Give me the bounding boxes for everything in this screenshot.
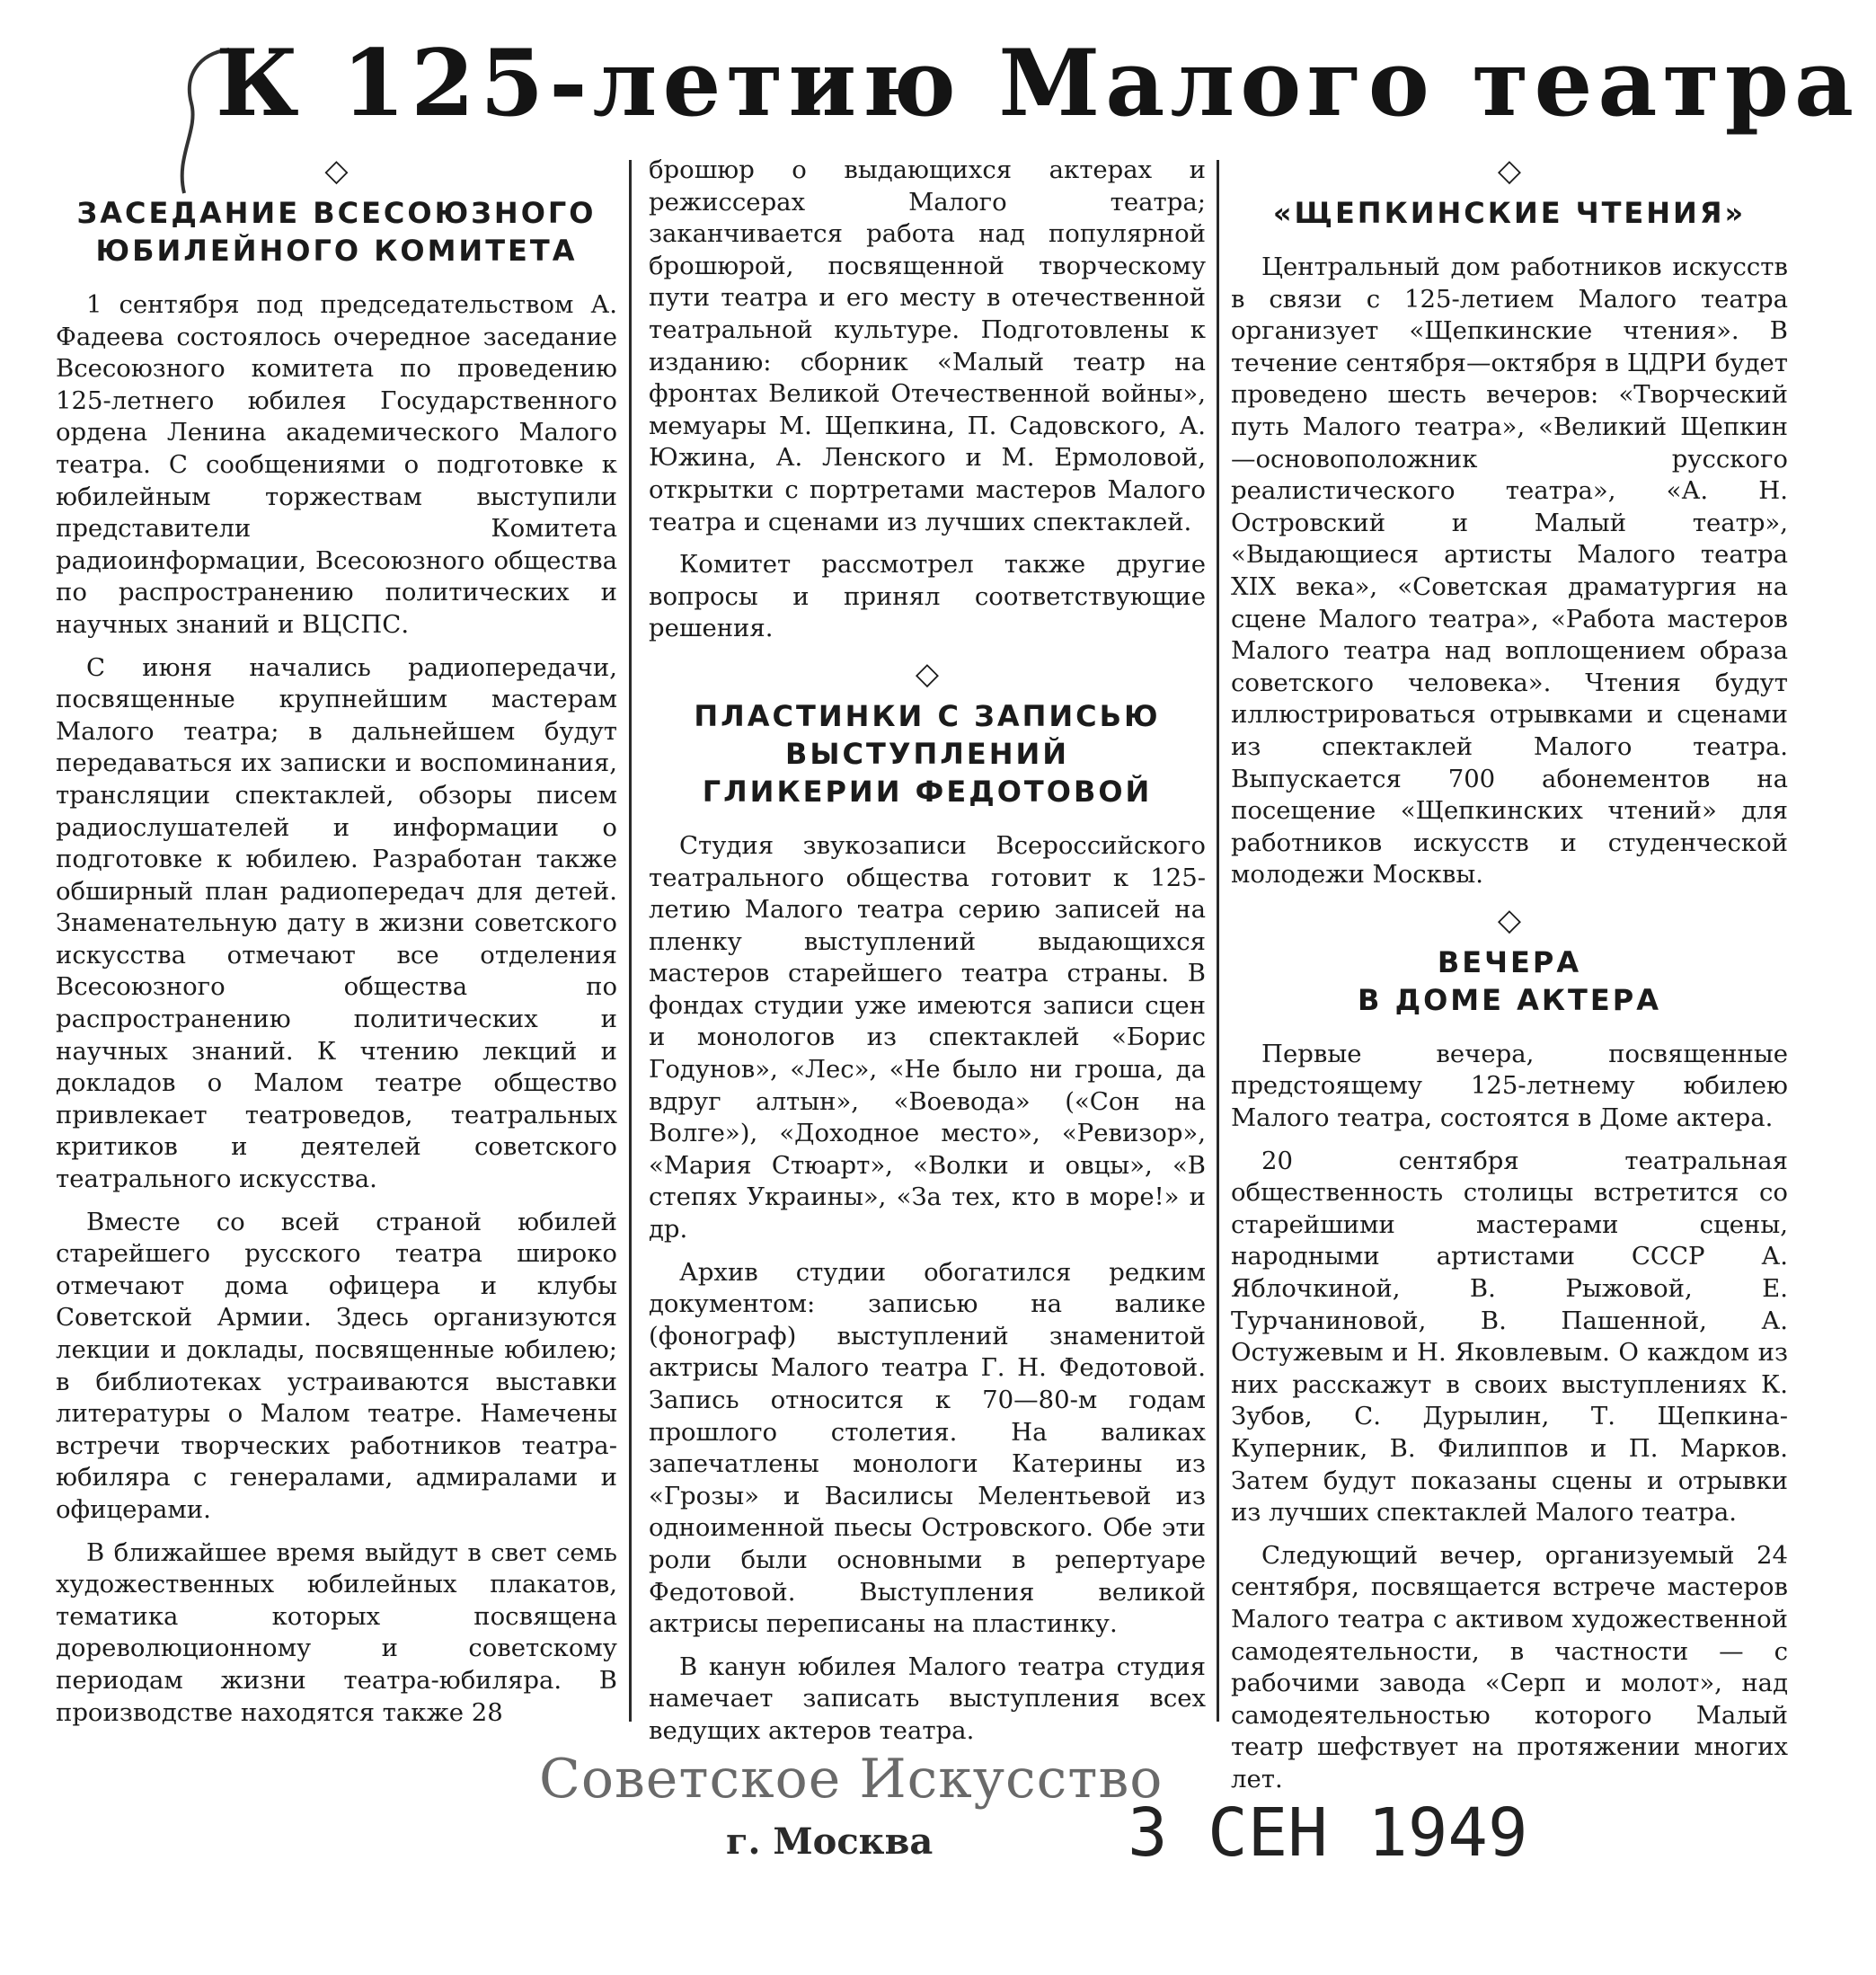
article-paragraph: 20 сентября театральная общественность столицы встретится со старейшими мастерами сцены, народными артистами СССР А. Яблочкиной, В. Рыжовой, Е. Турчаниновой, В. Пашенной, А. Остужевым и Н. Яковлевым. О каждом из них расскажут в своих выступлениях К. Зубов, С. Дурылин, Т. Щепкина-Куперник, В. Филиппов и П. Марков. Затем будут показаны сцены и отрывки из лучших спектаклей Малого театра. — [1231, 1146, 1788, 1528]
section-title: ПЛАСТИНКИ С ЗАПИСЬЮ ВЫСТУПЛЕНИЙ ГЛИКЕРИИ ФЕДОТОВОЙ — [694, 698, 1161, 809]
article-paragraph: Следующий вечер, организуемый 24 сентября, посвящается встрече мастеров Малого театра с активом художественной самодеятельности, в частности — с рабочими завода «Серп и молот», над самодеятельностью которого Малый театр шефствует на протяжении многих лет. — [1231, 1540, 1788, 1793]
section-ornament: ◇ — [915, 655, 940, 692]
article-paragraph: Комитет рассмотрел также другие вопросы и принял соответствующие решения. — [649, 550, 1206, 643]
source-stamp: Советское Искусство — [539, 1748, 1164, 1811]
section-title: ЗАСЕДАНИЕ ВСЕСОЮЗНОГО ЮБИЛЕЙНОГО КОМИТЕТА — [76, 196, 597, 268]
section-title: ВЕЧЕРА В ДОМЕ АКТЕРА — [1358, 944, 1661, 1017]
article-paragraph: В ближайшее время выйдут в свет семь художественных юбилейных плакатов, тематика которых посвящена дореволюционному и советскому периодам жизни театра-юбиляра. В производстве находятся также 28 — [56, 1537, 617, 1727]
article-paragraph: С июня начались радиопередачи, посвященные крупнейшим мастерам Малого театра; в дальнейшем будут передаваться их записки и воспоминания, трансляции спектаклей, обзоры писем радиослушателей и информации о подготовке к юбилею. Разработан также обширный план радиопередач для детей. Знаменательную дату в жизни советского искусства отмечают все отделения Всесоюзного общества по распространению политических и научных знаний. К чтению лекций и докладов о Малом театре общество привлекает театроведов, театральных критиков и деятелей советского театрального искусства. — [56, 652, 617, 1194]
column-divider — [629, 160, 632, 1722]
column-divider — [1217, 160, 1219, 1722]
column-1 — [56, 153, 617, 1740]
article-paragraph: Первые вечера, посвященные предстоящему 125-летнему юбилею Малого театра, состоятся в Доме актера. — [1231, 1039, 1788, 1133]
date-stamp: 3 СЕН 1949 — [1128, 1794, 1528, 1872]
column-2 — [649, 155, 1206, 1758]
article-paragraph: Студия звукозаписи Всероссийского театрального общества готовит к 125-летию Малого театра серию записей на пленку выступлений выдающихся мастеров старейшего театра страны. В фондах студии уже имеются записи сцен и монологов из спектаклей «Борис Годунов», «Лес», «Не было ни гроша, да вдруг алтын», «Воевода» («Сон на Волге»), «Доходное место», «Ревизор», «Мария Стюарт», «Волки и овцы», «В степях Украины», «За тех, кто в море!» и др. — [649, 830, 1206, 1244]
section-ornament: ◇ — [1497, 901, 1522, 938]
article-paragraph: Архив студии обогатился редким документом: записью на валике (фонограф) выступлений знаменитой актрисы Малого театра Г. Н. Федотовой. Запись относится к 70—80-м годам прошлого столетия. На валиках запечатлены монологи Катерины из «Грозы» и Василисы Мелентьевой из одноименной пьесы Островского. Обе эти роли были основными в репертуаре Федотовой. Выступления великой актрисы переписаны на пластинку. — [649, 1257, 1206, 1639]
article-paragraph: Центральный дом работников искусств в связи с 125-летием Малого театра организует «Щепкинские чтения». В течение сентября—октября в ЦДРИ будет проведено шесть вечеров: «Творческий путь Малого театра», «Великий Щепкин—основоположник русского реалистического театра», «А. Н. Островский и Малый театр», «Выдающиеся артисты Малого театра XIX века», «Советская драматургия на сцене Малого театра», «Работа мастеров Малого театра над воплощением образа советского человека». Чтения будут иллюстрироваться отрывками и сценами из спектаклей Малого театра. Выпускается 700 абонементов на посещение «Щепкинских чтений» для работников искусств и студенческой молодежи Москвы. — [1231, 252, 1788, 890]
article-paragraph: В канун юбилея Малого театра студия намечает записать выступления всех ведущих актеров театра. — [649, 1652, 1206, 1745]
section-ornament: ◇ — [1497, 153, 1522, 189]
section-title: «ЩЕПКИНСКИЕ ЧТЕНИЯ» — [1272, 196, 1747, 230]
page-headline: К 125-летию Малого театра — [216, 30, 1860, 137]
column-3 — [1231, 153, 1788, 1807]
article-paragraph: 1 сентября под председательством А. Фадеева состоялось очередное заседание Всесоюзного комитета по проведению 125-летнего юбилея Государственного ордена Ленина академического Малого театра. С сообщениями о подготовке к юбилейным торжествам выступили представители Комитета радиоинформации, Всесоюзного общества по распространению политических и научных знаний и ВЦСПС. — [56, 290, 617, 639]
city-stamp: г. Москва — [726, 1820, 934, 1863]
article-paragraph: брошюр о выдающихся актерах и режиссерах Малого театра; заканчивается работа над популярной брошюрой, посвященной творческому пути театра и его месту в отечественной театральной культуре. Подготовлены к изданию: сборник «Малый театр на фронтах Великой Отечественной войны», мемуары М. Щепкина, П. Садовского, А. Южина, А. Ленского и М. Ермоловой, открытки с портретами мастеров Малого театра и сценами из лучших спектаклей. — [649, 155, 1206, 536]
article-paragraph: Вместе со всей страной юбилей старейшего русского театра широко отмечают дома офицера и клубы Советской Армии. Здесь организуются лекции и доклады, посвященные юбилею; в библиотеках устраиваются выставки литературы о Малом театре. Намечены встречи творческих работников театра-юбиляра с генералами, адмиралами и офицерами. — [56, 1207, 617, 1524]
section-ornament: ◇ — [324, 153, 349, 189]
